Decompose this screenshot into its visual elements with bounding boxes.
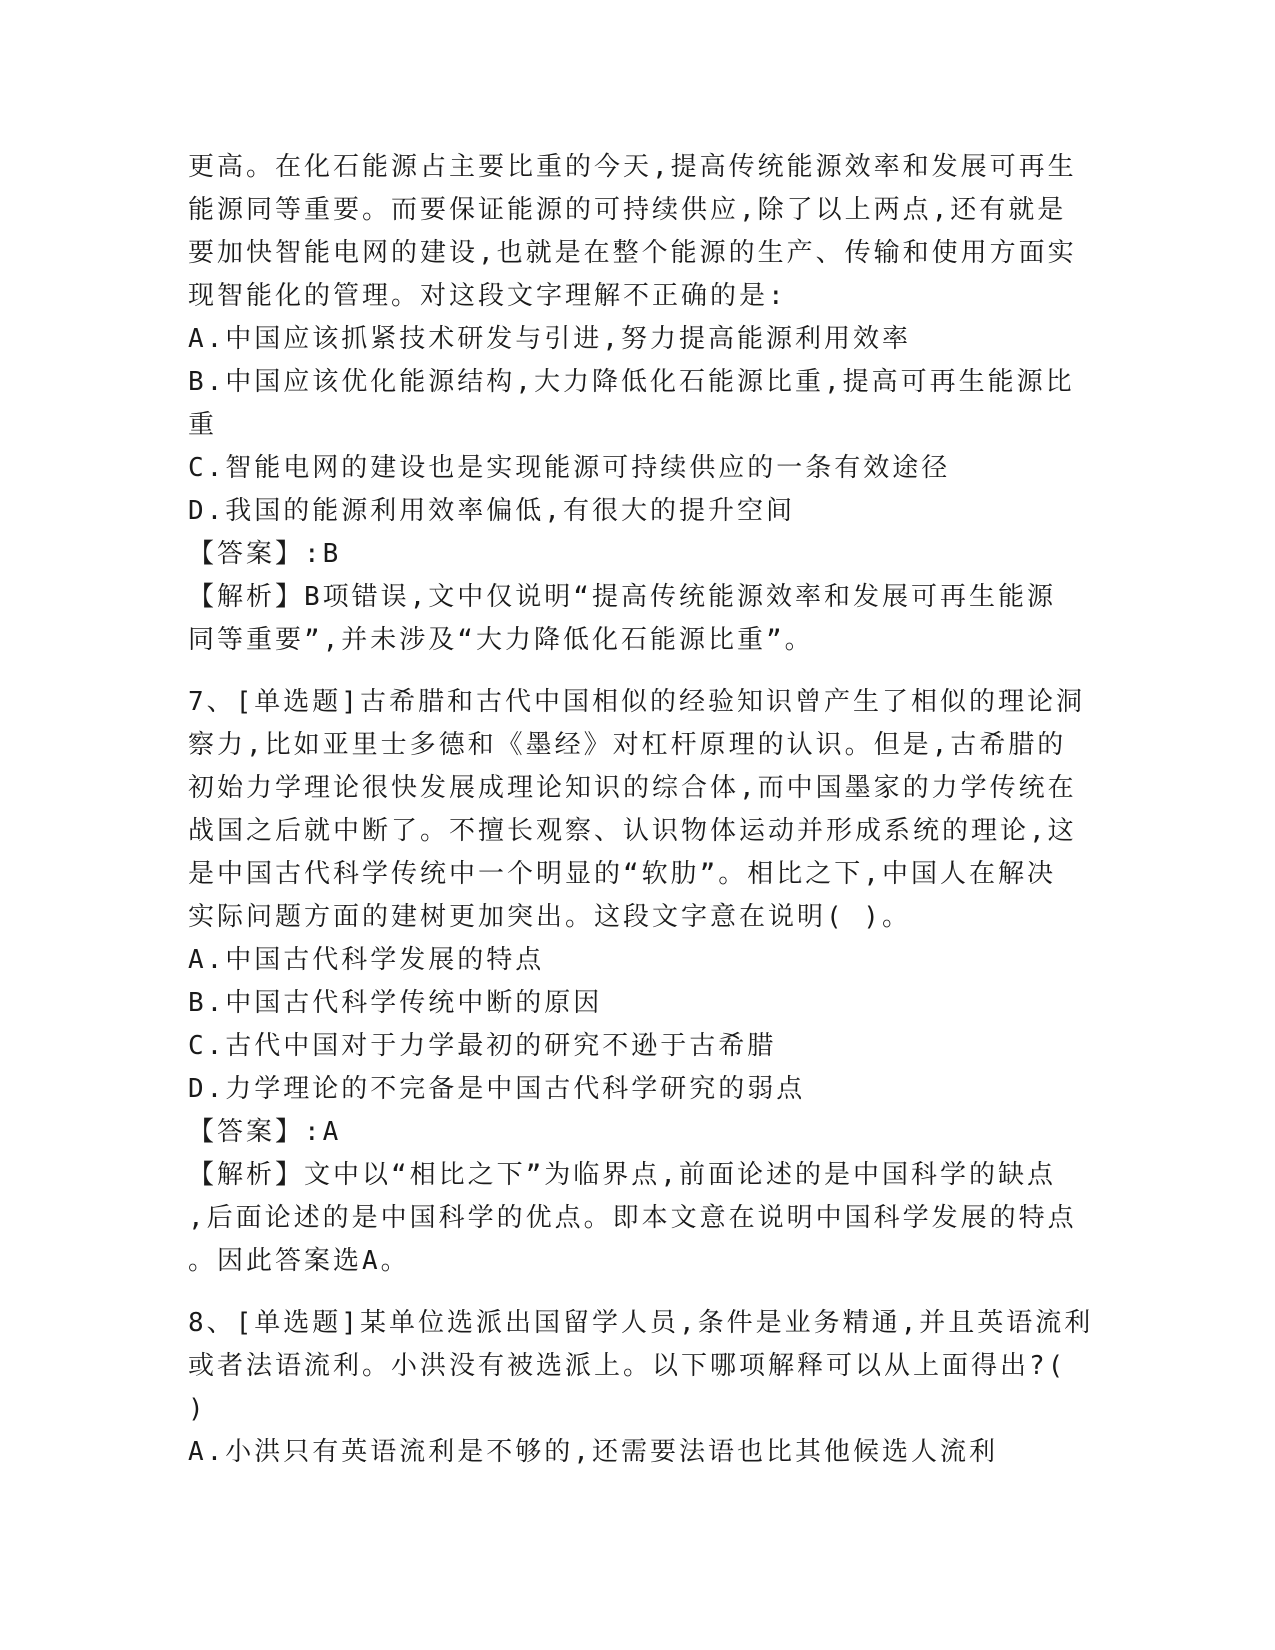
- question-6-option-b: B.中国应该优化能源结构,大力降低化石能源比重,提高可再生能源比: [188, 367, 1075, 397]
- question-spacer: [188, 1283, 1078, 1302]
- question-6: [188, 146, 1078, 662]
- question-7-analysis-line-1: 【解析】文中以“相比之下”为临界点,前面论述的是中国科学的缺点: [188, 1160, 1056, 1190]
- question-6-option-b-continued: 重: [188, 410, 218, 440]
- question-6-option-a: A.中国应该抓紧技术研发与引进,努力提高能源利用效率: [188, 324, 911, 354]
- question-7-stem-line-4: 战国之后就中断了。不擅长观察、认识物体运动并形成系统的理论,这: [188, 816, 1077, 846]
- question-6-stem-line-3: 要加快智能电网的建设,也就是在整个能源的生产、传输和使用方面实: [188, 238, 1077, 268]
- question-6-stem-line-2: 能源同等重要。而要保证能源的可持续供应,除了以上两点,还有就是: [188, 195, 1067, 225]
- question-7-stem-line-5: 是中国古代科学传统中一个明显的“软肋”。相比之下,中国人在解决: [188, 859, 1056, 889]
- question-8: [188, 1302, 1094, 1474]
- question-7-option-b: B.中国古代科学传统中断的原因: [188, 988, 603, 1018]
- question-6-stem-line-4: 现智能化的管理。对这段文字理解不正确的是:: [188, 281, 787, 311]
- question-7: [188, 681, 1085, 1283]
- question-6-analysis-line-1: 【解析】B项错误,文中仅说明“提高传统能源效率和发展可再生能源: [188, 582, 1056, 612]
- question-8-option-a: A.小洪只有英语流利是不够的,还需要法语也比其他候选人流利: [188, 1437, 998, 1467]
- question-8-stem-line-1: 8、[单选题]某单位选派出国留学人员,条件是业务精通,并且英语流利: [188, 1308, 1094, 1338]
- question-7-answer: 【答案】:A: [188, 1117, 342, 1147]
- document-body: [188, 146, 1094, 1474]
- question-7-stem-line-2: 察力,比如亚里士多德和《墨经》对杠杆原理的认识。但是,古希腊的: [188, 730, 1067, 760]
- question-7-stem-line-1: 7、[单选题]古希腊和古代中国相似的经验知识曾产生了相似的理论洞: [188, 687, 1085, 717]
- question-spacer: [188, 662, 1078, 681]
- question-7-option-c: C.古代中国对于力学最初的研究不逊于古希腊: [188, 1031, 777, 1061]
- question-7-stem-line-6: 实际问题方面的建树更加突出。这段文字意在说明( )。: [188, 902, 911, 932]
- question-6-option-c: C.智能电网的建设也是实现能源可持续供应的一条有效途径: [188, 453, 951, 483]
- question-8-stem-line-3: ): [188, 1394, 207, 1424]
- question-7-option-d: D.力学理论的不完备是中国古代科学研究的弱点: [188, 1074, 806, 1104]
- question-6-answer: 【答案】:B: [188, 539, 342, 569]
- question-7-stem-line-3: 初始力学理论很快发展成理论知识的综合体,而中国墨家的力学传统在: [188, 773, 1077, 803]
- question-6-analysis-line-2: 同等重要”,并未涉及“大力降低化石能源比重”。: [188, 625, 814, 655]
- question-7-analysis-line-3: 。因此答案选A。: [188, 1246, 410, 1276]
- question-7-option-a: A.中国古代科学发展的特点: [188, 945, 545, 975]
- question-7-analysis-line-2: ,后面论述的是中国科学的优点。即本文意在说明中国科学发展的特点: [188, 1203, 1077, 1233]
- question-6-stem-line-1: 更高。在化石能源占主要比重的今天,提高传统能源效率和发展可再生: [188, 152, 1077, 182]
- question-6-option-d: D.我国的能源利用效率偏低,有很大的提升空间: [188, 496, 795, 526]
- question-8-stem-line-2: 或者法语流利。小洪没有被选派上。以下哪项解释可以从上面得出?(: [188, 1351, 1067, 1381]
